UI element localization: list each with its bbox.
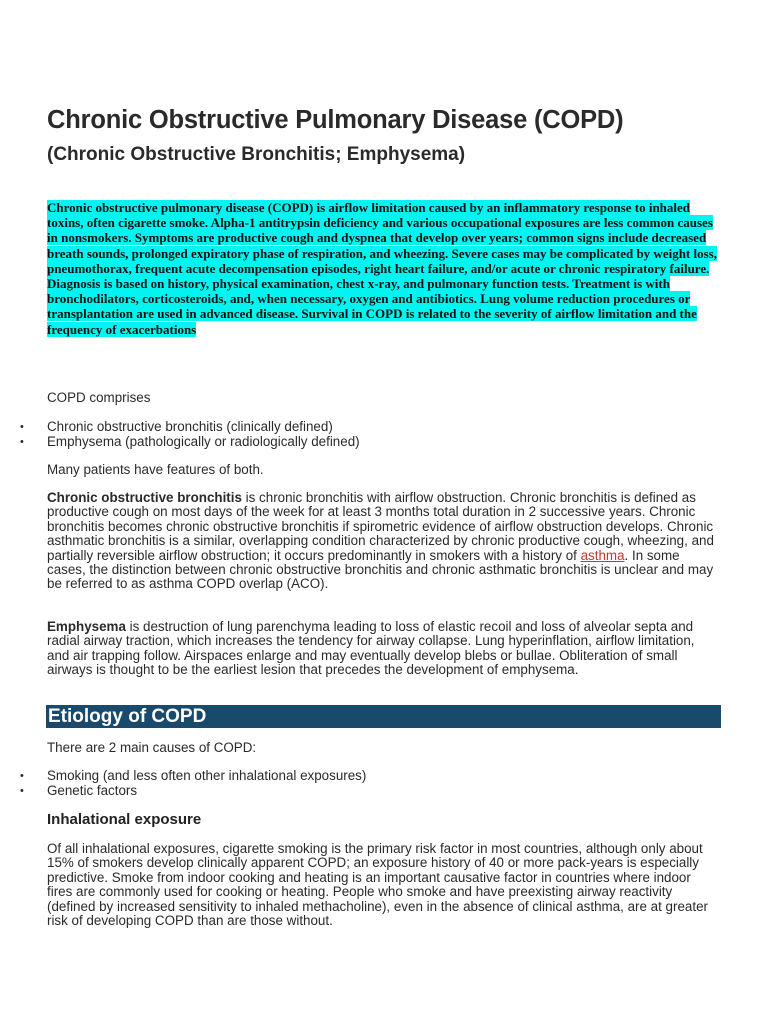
bronchitis-paragraph (47, 491, 719, 592)
inhalational-heading: Inhalational exposure (47, 811, 202, 828)
page-title: Chronic Obstructive Pulmonary Disease (COPD) (47, 106, 624, 134)
list-item: • Smoking (and less often other inhalational exposures) (0, 769, 700, 784)
causes-list (0, 769, 700, 798)
comprises-intro: COPD comprises (47, 390, 151, 405)
emphysema-term: Emphysema (47, 619, 126, 634)
list-item: • Chronic obstructive bronchitis (clinically defined) (0, 420, 700, 435)
asthma-link[interactable]: asthma (580, 547, 625, 563)
causes-intro: There are 2 main causes of COPD: (47, 740, 257, 755)
bronchitis-text: is chronic bronchitis with airflow obstruction. Chronic bronchitis is defined as productive cough on most days of the week for at least 3 months total duration in 2 successive years. Chronic bronchitis becomes chronic obstructive bronchitis if spirometric evidence of airflow obstruction develops. Chronic asthmatic bronchitis is a similar, overlapping condition characterized by chronic productive cough, wheezing, and partially reversible airflow obstruction; it occurs predominantly in smokers with a history of (47, 490, 714, 563)
bronchitis-term: Chronic obstructive bronchitis (47, 490, 242, 505)
emphysema-paragraph (47, 620, 719, 678)
list-item: • Genetic factors (0, 784, 700, 799)
comprises-list (0, 420, 700, 449)
summary-text: Chronic obstructive pulmonary disease (COPD) is airflow limitation caused by an inflammatory response to inhaled toxins, often cigarette smoke. Alpha-1 antitrypsin deficiency and various occupational exposures are less common causes in nonsmokers. Symptoms are productive cough and dyspnea that develop over years; common signs include decreased breath sounds, prolonged expiratory phase of respiration, and wheezing. Severe cases may be complicated by weight loss, pneumothorax, frequent acute decompensation episodes, right heart failure, and/or acute or chronic respiratory failure. Diagnosis is based on history, physical examination, chest x-ray, and pulmonary function tests. Treatment is with bronchodilators, corticosteroids, and, when necessary, oxygen and antibiotics. Lung volume reduction procedures or transplantation are used in advanced disease. Survival in COPD is related to the severity of airflow limitation and the frequency of exacerbations (47, 200, 717, 337)
bronchitis-text-end: . In some cases, the distinction between chronic obstructive bronchitis and chronic asthmatic bronchitis is unclear and may be referred to as asthma COPD overlap (ACO). (47, 547, 714, 592)
both-features-text: Many patients have features of both. (47, 462, 264, 477)
etiology-heading: Etiology of COPD (46, 705, 721, 728)
inhalational-paragraph: Of all inhalational exposures, cigarette smoking is the primary risk factor in most countries, although only about 15% of smokers develop clinically apparent COPD; an exposure history of 40 or more pack-years is especially predictive. Smoke from indoor cooking and heating is an important causative factor in countries where indoor fires are commonly used for cooking or heating. People who smoke and have preexisting airway reactivity (defined by increased sensitivity to inhaled methacholine), even in the absence of clinical asthma, are at greater risk of developing COPD than are those without. (47, 841, 708, 929)
page-subtitle: (Chronic Obstructive Bronchitis; Emphysema) (47, 144, 466, 165)
summary-highlight (47, 200, 717, 337)
list-item: • Emphysema (pathologically or radiologically defined) (0, 435, 700, 450)
emphysema-text: is destruction of lung parenchyma leading to loss of elastic recoil and loss of alveolar septa and radial airway traction, which increases the tendency for airway collapse. Lung hyperinflation, airflow limitation, and air trapping follow. Airspaces enlarge and may eventually develop blebs or bullae. Obliteration of small airways is thought to be the earliest lesion that precedes the development of emphysema. (47, 619, 695, 678)
